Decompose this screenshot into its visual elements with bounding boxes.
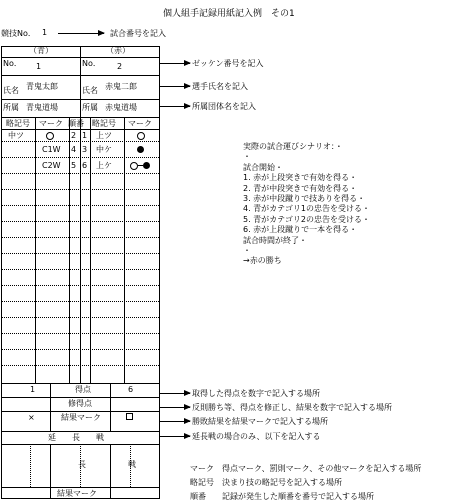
- divider: [2, 411, 159, 412]
- white-name-label: 氏名: [82, 86, 98, 95]
- divider: [2, 301, 159, 302]
- red-name-label: 氏名: [3, 86, 19, 95]
- col-abbr-left: 略記号: [6, 119, 30, 128]
- arrow-match: [58, 33, 104, 34]
- scenario-line: 2. 青が中段突きで有効を得る・: [243, 183, 358, 193]
- col-abbr-right: 略記号: [92, 119, 116, 128]
- annotation-extension: 延長戦の場合のみ、以下を記入する: [192, 432, 321, 441]
- scenario-text: [243, 142, 370, 267]
- col-order: 順番: [68, 119, 84, 128]
- extension-char-2: 長: [78, 460, 86, 469]
- divider: [2, 75, 159, 76]
- red-name-value: 青鬼太郎: [26, 82, 58, 91]
- divider: [2, 431, 159, 432]
- row1-left-mark: [46, 131, 54, 141]
- divider: [2, 487, 159, 488]
- row2-right-order: 3: [82, 145, 88, 154]
- divider: [50, 444, 51, 487]
- row3-right-mark: [130, 161, 150, 171]
- annotation-name: 選手氏名を記入: [192, 82, 248, 91]
- row2-right-abbr: 中ケ: [96, 145, 112, 154]
- arrow-name: [160, 86, 190, 87]
- scenario-line: 実際の試合運びシナリオ：・: [243, 142, 343, 151]
- scenario-line: 試合開始・: [243, 162, 283, 172]
- record-sheet: [1, 46, 160, 499]
- annotation-match: 試合番号を記入: [110, 29, 166, 38]
- legend-abbr: 略記号 決まり技の略記号を記入する場所: [190, 478, 342, 487]
- annotation-org: 所属団体名を記入: [192, 102, 256, 111]
- scenario-line: 4. 青がカテゴリ1の忠告を受ける・: [243, 204, 370, 214]
- red-org-label: 所属: [3, 103, 19, 112]
- divider: [2, 365, 159, 366]
- white-org-value: 赤鬼道場: [105, 103, 137, 112]
- divider: [2, 237, 159, 238]
- white-no-value: 2: [117, 62, 123, 71]
- divider: [2, 99, 159, 100]
- row1-left-abbr: 中ツ: [8, 131, 24, 140]
- col-mark-left: マーク: [39, 119, 63, 128]
- divider: [2, 189, 159, 190]
- row2-left-order: 4: [71, 145, 77, 154]
- row1-right-order: 1: [82, 131, 88, 140]
- divider: [110, 444, 111, 487]
- white-name-value: 赤鬼二郎: [105, 82, 137, 91]
- arrow-result: [160, 421, 190, 422]
- legend-order: 順番 記録が発生した順番を番号で記入する場所: [190, 492, 374, 501]
- divider: [2, 141, 159, 142]
- scenario-line: ・: [243, 246, 251, 256]
- revised-score-label: 修得点: [68, 399, 92, 408]
- row2-left-abbr: C1W: [42, 145, 61, 154]
- row2-right-mark: [137, 145, 144, 155]
- red-header: （青）: [29, 46, 53, 55]
- arrow-org: [160, 106, 190, 107]
- col-mark-right: マーク: [128, 119, 152, 128]
- divider: [110, 383, 111, 431]
- filled-circle-icon: [143, 162, 150, 169]
- white-no-label: No．: [82, 59, 101, 68]
- divider: [50, 383, 51, 431]
- right-score: 6: [128, 385, 134, 394]
- divider: [2, 383, 159, 384]
- row1-left-order: 2: [71, 131, 77, 140]
- divider: [2, 269, 159, 270]
- row3-left-abbr: C2W: [42, 161, 61, 170]
- annotation-score: 取得した得点を数字で記入する場所: [192, 389, 320, 398]
- divider: [2, 57, 159, 58]
- scenario-line: →赤の勝ち: [243, 256, 282, 266]
- arrow-score: [160, 393, 190, 394]
- arrow-zekken: [160, 63, 190, 64]
- circle-mark-icon: [46, 132, 54, 140]
- divider: [2, 205, 159, 206]
- row3-right-order: 6: [82, 161, 88, 170]
- divider: [2, 253, 159, 254]
- row1-right-mark: [137, 131, 145, 141]
- filled-circle-icon: [137, 146, 144, 153]
- scenario-line: 6. 赤が上段蹴りで一本を得る・: [243, 225, 358, 235]
- score-label: 得点: [75, 385, 91, 394]
- row1-right-abbr: 上ツ: [96, 131, 112, 140]
- result-mark-label: 結果マーク: [61, 413, 101, 422]
- square-mark-icon: [126, 413, 133, 420]
- extension-char-3: 戦: [128, 460, 136, 469]
- scenario-line: 3. 赤が中段蹴りで技ありを得る・: [243, 194, 366, 204]
- arrow-revised: [160, 407, 190, 408]
- divider: [2, 317, 159, 318]
- row3-left-order: 5: [71, 161, 77, 170]
- red-no-label: No．: [3, 59, 22, 68]
- legend-mark: マーク 得点マーク、罰則マーク、その他マークを記入する場所: [190, 464, 422, 473]
- divider: [110, 487, 111, 499]
- divider: [2, 157, 159, 158]
- arrow-extension: [160, 436, 190, 437]
- circle-mark-icon: [137, 132, 145, 140]
- divider: [2, 349, 159, 350]
- row3-right-abbr: 上ケ: [96, 161, 112, 170]
- page-title: 個人組手記録用紙記入例 その1: [163, 9, 295, 19]
- divider: [2, 221, 159, 222]
- scenario-line: 5. 青がカテゴリ2の忠告を受ける・: [243, 214, 370, 224]
- divider: [2, 173, 159, 174]
- scenario-line: 試合時間が終了・: [243, 235, 307, 245]
- match-number-value: 1: [42, 28, 48, 37]
- divider: [30, 444, 31, 487]
- annotation-result: 勝敗結果を結果マークで記入する場所: [192, 417, 328, 426]
- circle-mark-icon: [130, 162, 138, 170]
- scenario-line: 1. 赤が上段突きで有効を得る・: [243, 173, 358, 183]
- divider: [2, 333, 159, 334]
- match-number-label: 競技No．: [1, 29, 36, 38]
- scenario-line: ・: [243, 152, 251, 162]
- bottom-result-label: 結果マーク: [57, 489, 97, 498]
- white-header: （赤）: [106, 46, 130, 55]
- annotation-zekken: ゼッケン番号を記入: [192, 59, 264, 68]
- right-result-mark: [126, 413, 133, 423]
- annotation-revised: 反則勝ち等、得点を修正し、結果を数字で記入する場所: [192, 403, 392, 412]
- divider: [50, 487, 51, 499]
- white-org-label: 所属: [82, 103, 98, 112]
- extension-label: 延 長 戦: [48, 433, 104, 442]
- divider: [2, 285, 159, 286]
- red-no-value: 1: [36, 62, 42, 71]
- left-score: 1: [30, 385, 36, 394]
- red-org-value: 青鬼道場: [26, 103, 58, 112]
- divider: [2, 397, 159, 398]
- left-result-mark: ×: [28, 413, 35, 422]
